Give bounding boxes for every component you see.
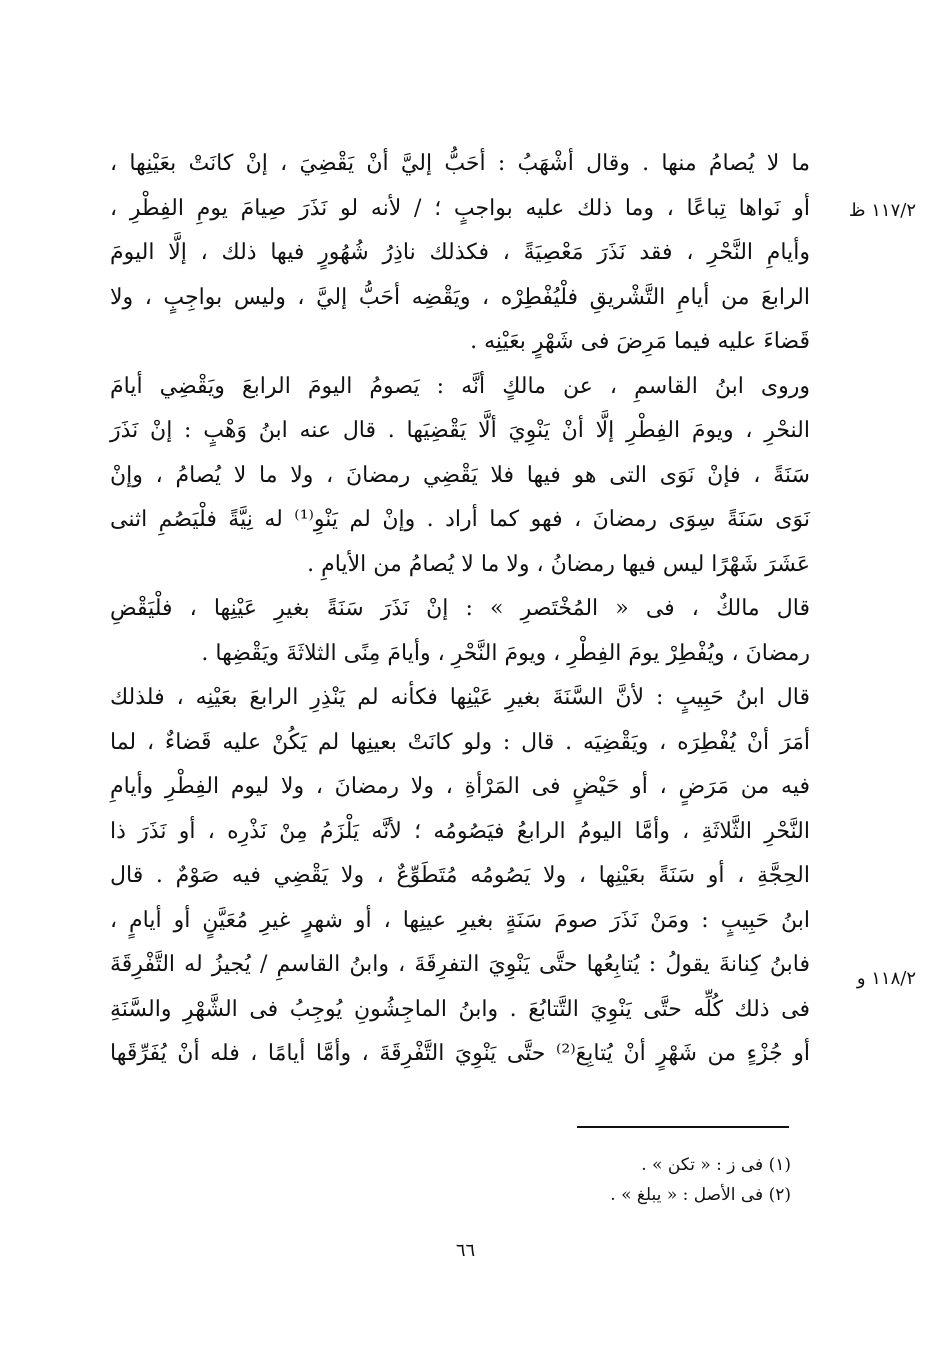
text-line: قَضاءَ عليه فيما مَرِضَ فى شَهْرٍ بعَيْنِه . — [470, 329, 810, 354]
text-line: عَشَرَ شَهْرًا ليس فيها رمضانُ ، ولا ما لا يُصامُ من الأيامِ . — [307, 551, 810, 577]
text-line: قال مالكٌ ، فى « المُخْتَصرِ » : إنْ نَذَرَ سَنَةً بغيرِ عَيْنِها ، فلْيَقْضِ — [110, 596, 810, 621]
text-line: وأيامِ النَّحْرِ ، فقد نَذَرَ مَعْصِيَةً ، فكذلك ناذِرُ شُهُورٍ فيها ذلك ، إلَّا اليومَ — [110, 240, 810, 265]
main-text-block — [110, 142, 810, 1077]
text-line: فى ذلك كُلِّه حتَّى يَنْوِيَ التَّتابُعَ . وابنُ الماجِشُونِ يُوجِبُ فى الشَّهْرِ والسَّنَةِ — [110, 996, 810, 1022]
text-line: سَنَةً ، فإنْ نَوَى التى هو فيها فلا يَقْضِي رمضانَ ، ولا ما لا يُصامُ ، وإنْ — [110, 462, 810, 488]
margin-folio-note: ١١٧/٢ ظ — [848, 200, 916, 221]
text-line: ابنُ حَبِيبٍ : ومَنْ نَذَرَ صومَ سَنَةٍ بغيرِ عينِها ، أو شهرٍ غيرِ مُعَيَّنٍ أو أيامٍ ، — [110, 907, 810, 933]
text-line: الرابعَ من أيامِ التَّشْريقِ فلْيُفْطِرْه ، ويَقْضِه أحَبُّ إليَّ ، وليس بواجِبٍ ، ولا — [110, 284, 810, 310]
text-line: فابنُ كِنانةَ يقولُ : يُتابِعُها حتَّى يَنْوِيَ التفرِقَةَ ، وابنُ القاسمِ / يُجيزُ له التَّفْرِقَةَ — [110, 952, 810, 977]
text-line: أمَرَ أنْ يُفْطِرَه ، ويَقْضِيَه . قال : ولو كانَتْ بعينِها لم يَكُنْ عليه قَضاءٌ ، لما — [110, 729, 810, 755]
text-line: وروى ابنُ القاسمِ ، عن مالكٍ أنَّه : يَصومُ اليومَ الرابعَ ويَقْضِي أيامَ — [110, 373, 810, 399]
text-line: رمضانَ ، ويُفْطِرْ يومَ الفِطْرِ ، ويومَ النَّحْرِ ، وأيامَ مِنًى الثلاثَةَ ويَقْضِها . — [201, 640, 810, 666]
footnote-divider — [577, 1126, 789, 1128]
footnote: (١) فى ز : « تكن » . — [641, 1155, 791, 1175]
text-line: الحِجَّةِ ، أو سَنَةً بعَيْنِها ، ولا يَصُومُه مُتَطَوِّعٌ ، ولا يَقْضِي فيه صَوْمٌ . قال — [110, 863, 810, 888]
margin-folio-note: ١١٨/٢ و — [856, 968, 916, 989]
text-line: أو نَواها تِباعًا ، وما ذلك عليه بواجبٍ ؛ / لأنه لو نَذَرَ صِيامَ يومِ الفِطْرِ ، — [110, 195, 810, 221]
text-line: نَوَى سَنَةً سِوَى رمضانَ ، فهو كما أراد . وإنْ لم يَنْوِ⁽¹⁾ له نِيَّةً فلْيَصُمِ اثنى — [110, 507, 810, 532]
text-line: النَّحْرِ الثَّلاثَةِ ، وأمَّا اليومُ الرابعُ فيَصُومُه ؛ لأنَّه يَلْزَمُ مِنْ نَذْرِه ، أو نَذَرَ ذا — [110, 818, 810, 844]
text-line: أو جُزْءٍ من شَهْرٍ أنْ يُتابِعَ⁽²⁾ حتَّى يَنْوِيَ التَّفْرِقَةَ ، وأمَّا أيامًا ، فله أنْ يُفَرِّقَها — [110, 1041, 810, 1066]
footnote: (٢) فى الأصل : « يبلغ » . — [610, 1185, 791, 1205]
text-line: النحْرِ ، ويومَ الفِطْرِ إلَّا أنْ يَنْوِيَ ألَّا يَقْضِيَها . قال عنه ابنُ وَهْبٍ : إنْ نَذَرَ — [110, 418, 810, 443]
text-line: قال ابنُ حَبِيبٍ : لأنَّ السَّنَةَ بغيرِ عَيْنِها فكأنه لم يَنْذِرِ الرابعَ بعَيْنِه ، فلذلك — [110, 685, 810, 710]
text-line: فيه من مَرَضٍ ، أو حَيْضٍ فى المَرْأةِ ، ولا رمضانَ ، ولا ليوم الفِطْرِ وأيامِ — [110, 774, 810, 799]
text-line: ما لا يُصامُ منها . وقال أشْهَبُ : أحَبُّ إليَّ أنْ يَقْضِيَ ، إنْ كانَتْ بعَيْنِها ، — [110, 151, 810, 176]
page-number: ٦٦ — [455, 1240, 476, 1261]
footnotes-block — [610, 1150, 791, 1210]
